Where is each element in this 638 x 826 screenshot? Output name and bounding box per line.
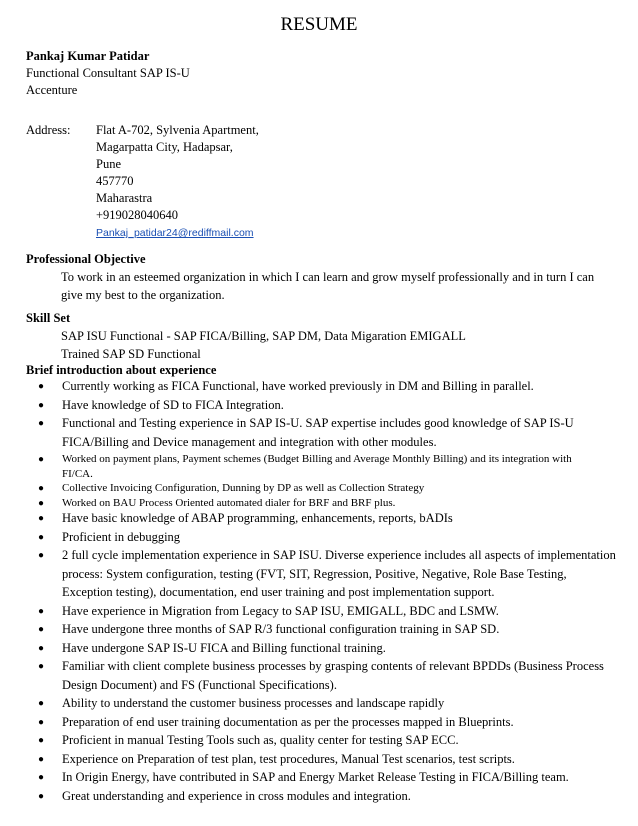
skill-line: SAP ISU Functional - SAP FICA/Billing, SAP DM, Data Migaration EMIGALL bbox=[61, 329, 466, 343]
skills-heading: Skill Set bbox=[26, 311, 71, 325]
bullet-icon: ● bbox=[38, 550, 45, 561]
candidate-company: Accenture bbox=[26, 83, 78, 97]
experience-item bbox=[26, 621, 626, 640]
experience-item bbox=[26, 732, 626, 751]
experience-line: Exception testing), documentation, end user training and post implementation support. bbox=[62, 585, 495, 599]
address-line: Flat A-702, Sylvenia Apartment, bbox=[96, 123, 259, 137]
experience-line: Have undergone SAP IS-U FICA and Billing functional training. bbox=[62, 640, 386, 655]
bullet-icon: ● bbox=[38, 483, 45, 494]
experience-item bbox=[26, 658, 626, 695]
bullet-icon: ● bbox=[38, 753, 45, 765]
experience-item bbox=[26, 695, 626, 714]
experience-line: 2 full cycle implementation experience in SAP ISU. Diverse experience includes all aspects of implementation bbox=[62, 548, 616, 562]
address-block bbox=[96, 122, 259, 241]
objective-text bbox=[61, 269, 611, 305]
bullet-icon: ● bbox=[38, 642, 45, 654]
bullet-icon: ● bbox=[38, 531, 45, 543]
bullet-icon: ● bbox=[38, 418, 45, 429]
experience-item bbox=[26, 714, 626, 733]
experience-item bbox=[26, 452, 626, 481]
experience-item bbox=[26, 547, 626, 603]
experience-item bbox=[26, 415, 626, 452]
experience-line: Great understanding and experience in cross modules and integration. bbox=[62, 788, 411, 803]
experience-line: FICA/Billing and Device management and integration with other modules. bbox=[62, 434, 437, 449]
experience-line: Functional and Testing experience in SAP IS-U. SAP expertise includes good knowledge of SAP IS-U bbox=[62, 416, 574, 430]
experience-line: Proficient in debugging bbox=[62, 529, 181, 544]
bullet-icon: ● bbox=[38, 735, 45, 746]
experience-line: In Origin Energy, have contributed in SAP and Energy Market Release Testing in FICA/Billing team. bbox=[62, 770, 569, 784]
candidate-role: Functional Consultant SAP IS-U bbox=[26, 66, 190, 80]
experience-line: Have knowledge of SD to FICA Integration. bbox=[62, 397, 284, 412]
experience-heading: Brief introduction about experience bbox=[26, 363, 217, 377]
experience-line: Preparation of end user training documentation as per the processes mapped in Blueprints. bbox=[62, 714, 514, 729]
experience-item bbox=[26, 496, 626, 511]
experience-list bbox=[26, 378, 626, 806]
experience-line: Ability to understand the customer business processes and landscape rapidly bbox=[62, 696, 445, 710]
experience-line: Worked on payment plans, Payment schemes (Budget Billing and Average Monthly Billing) and its integration with bbox=[62, 453, 572, 465]
experience-item bbox=[26, 640, 626, 659]
address-line: Maharastra bbox=[96, 191, 153, 205]
skill-line: Trained SAP SD Functional bbox=[61, 347, 201, 361]
address-label: Address: bbox=[26, 123, 71, 137]
bullet-icon: ● bbox=[38, 605, 45, 617]
experience-line: Proficient in manual Testing Tools such as, quality center for testing SAP ECC. bbox=[62, 733, 459, 747]
bullet-icon: ● bbox=[38, 381, 45, 392]
address-line: Pune bbox=[96, 157, 121, 171]
experience-item bbox=[26, 769, 626, 788]
bullet-icon: ● bbox=[38, 454, 45, 465]
objective-line: To work in an esteemed organization in which I can learn and grow myself professionally and in turn I can bbox=[61, 270, 595, 284]
experience-line: Design Document) and FS (Functional Specifications). bbox=[62, 677, 337, 692]
objective-line: give my best to the organization. bbox=[61, 288, 225, 302]
header-block bbox=[26, 48, 190, 99]
bullet-icon: ● bbox=[38, 513, 45, 524]
skills-text bbox=[61, 328, 611, 364]
bullet-icon: ● bbox=[38, 698, 45, 709]
experience-item bbox=[26, 378, 626, 397]
experience-item bbox=[26, 751, 626, 770]
experience-item bbox=[26, 510, 626, 529]
experience-line: Collective Invoicing Configuration, Dunning by DP as well as Collection Strategy bbox=[62, 482, 425, 494]
experience-line: FI/CA. bbox=[62, 467, 93, 480]
address-line: Magarpatta City, Hadapsar, bbox=[96, 140, 233, 154]
experience-item bbox=[26, 529, 626, 548]
experience-line: Have experience in Migration from Legacy to SAP ISU, EMIGALL, BDC and LSMW. bbox=[62, 603, 499, 618]
resume-title: RESUME bbox=[280, 14, 358, 35]
experience-item bbox=[26, 603, 626, 622]
candidate-name: Pankaj Kumar Patidar bbox=[26, 49, 150, 63]
email-link[interactable]: Pankaj_patidar24@rediffmail.com bbox=[96, 227, 254, 239]
phone-number: +919028040640 bbox=[96, 208, 179, 222]
bullet-icon: ● bbox=[38, 661, 45, 672]
bullet-icon: ● bbox=[38, 399, 45, 411]
bullet-icon: ● bbox=[38, 624, 45, 635]
experience-line: Familiar with client complete business processes by grasping contents of relevant BPDDs (Business Process bbox=[62, 659, 604, 673]
experience-line: process: System configuration, testing (FVT, SIT, Regression, Positive, Negative, Role Base Testing, bbox=[62, 566, 567, 581]
experience-line: Worked on BAU Process Oriented automated dialer for BRF and BRF plus. bbox=[62, 496, 396, 509]
address-line: 457770 bbox=[96, 174, 134, 188]
experience-item bbox=[26, 397, 626, 416]
bullet-icon: ● bbox=[38, 790, 45, 802]
objective-heading: Professional Objective bbox=[26, 252, 146, 266]
bullet-icon: ● bbox=[38, 497, 45, 509]
experience-line: Have basic knowledge of ABAP programming, enhancements, reports, bADIs bbox=[62, 511, 453, 525]
experience-line: Experience on Preparation of test plan, test procedures, Manual Test scenarios, test scripts. bbox=[62, 751, 515, 766]
experience-line: Have undergone three months of SAP R/3 functional configuration training in SAP SD. bbox=[62, 622, 500, 636]
bullet-icon: ● bbox=[38, 716, 45, 728]
experience-item bbox=[26, 481, 626, 496]
bullet-icon: ● bbox=[38, 772, 45, 783]
experience-line: Currently working as FICA Functional, have worked previously in DM and Billing in parallel. bbox=[62, 379, 534, 393]
experience-item bbox=[26, 788, 626, 807]
